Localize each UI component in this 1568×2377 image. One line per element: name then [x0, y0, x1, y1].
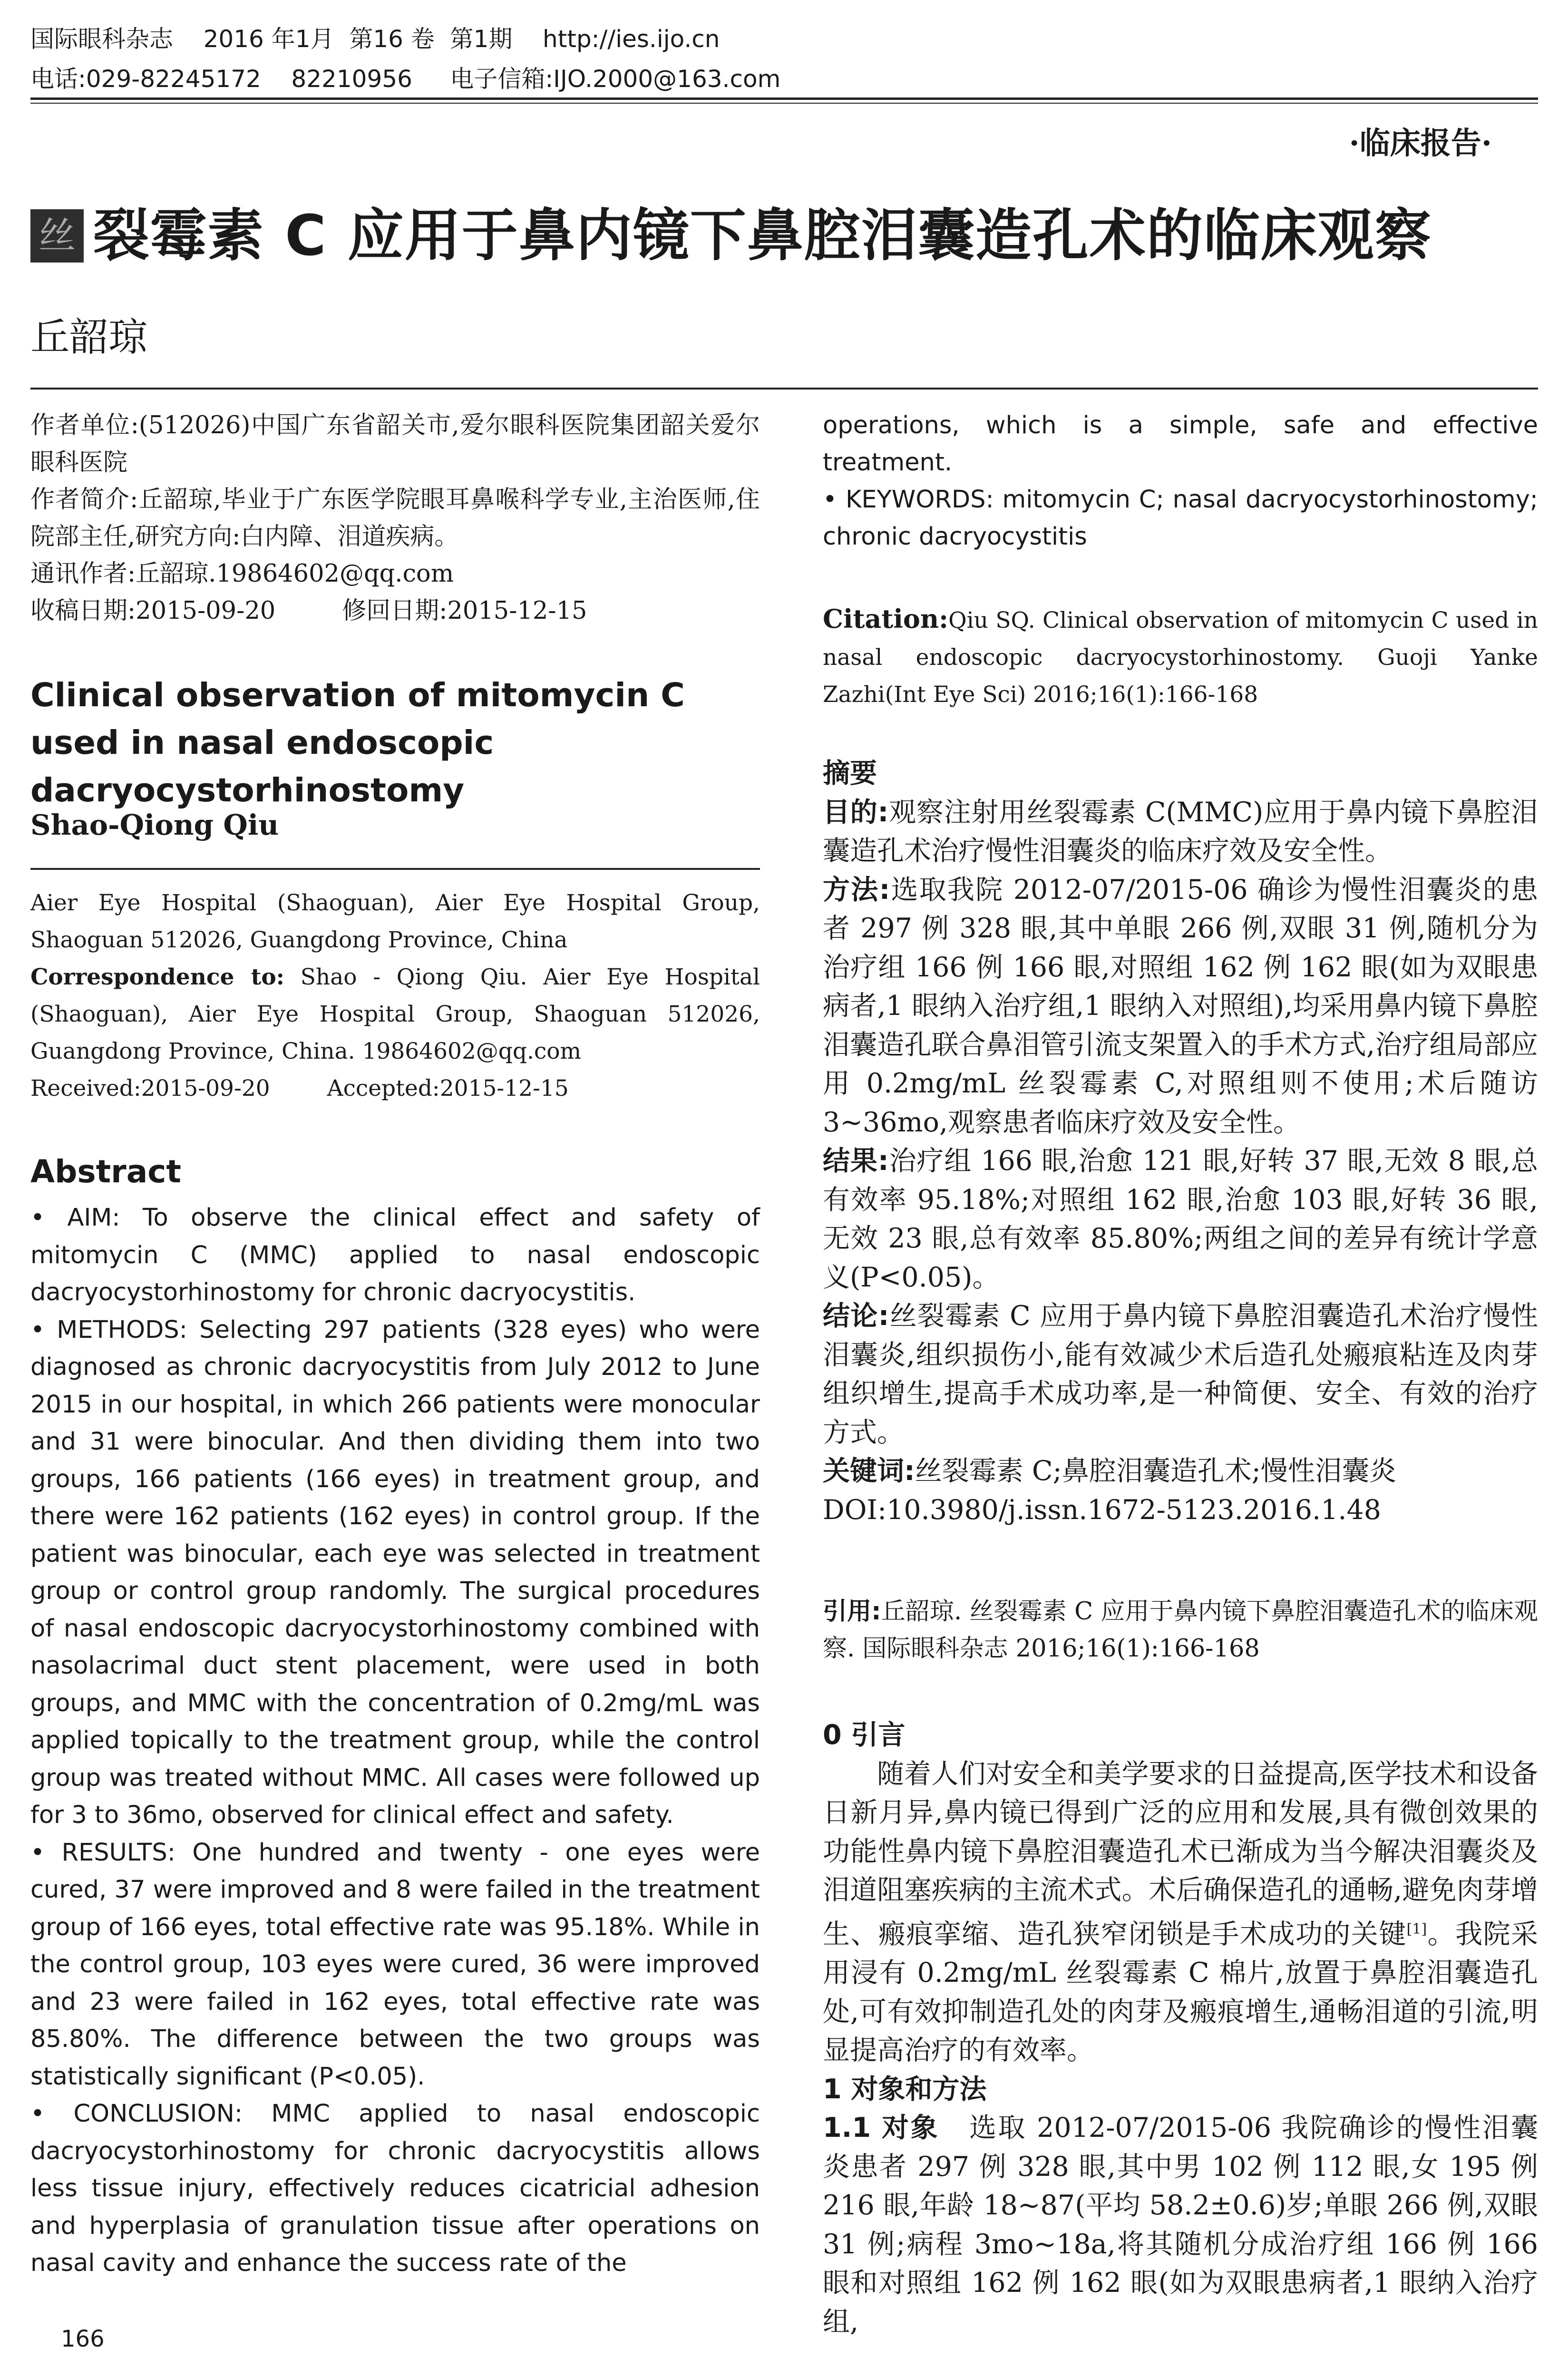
page-number: 166 — [61, 2326, 105, 2352]
journal-name: 国际眼科杂志 — [30, 25, 173, 53]
journal-header-line2 — [30, 65, 780, 93]
chinese-citation — [823, 1593, 1538, 1667]
zh-methods — [823, 871, 1538, 1142]
phone2: 82210956 — [291, 65, 412, 93]
affiliation-block — [30, 885, 760, 1107]
abstract-body — [30, 1199, 760, 2282]
zh-conclusion-label: 结论: — [823, 1300, 889, 1332]
zh-keywords-label: 关键词: — [823, 1455, 915, 1487]
abstract-conclusion-cont: operations, which is a simple, safe and effective treatment. — [823, 411, 1538, 477]
intro-text-a: 随着人们对安全和美学要求的日益提高,医学技术和设备日新月异,鼻内镜已得到广泛的应用和发展,具有微创效果的功能性鼻内镜下鼻腔泪囊造孔术已渐成为当今解决泪囊炎及泪道阻塞疾病的主流术式。术后确保造孔的通畅,避免肉芽增生、瘢痕挛缩、造孔狭窄闭锁是手术成功的关键 — [823, 1758, 1538, 1950]
abstract-methods: • METHODS: Selecting 297 patients (328 eyes) who were diagnosed as chronic dacryocystitis from July 2012 to June 2015 in our hospital, in which 266 patients were monocular and 31 were binocular. And then dividing them into two groups, 166 patients (166 eyes) in treatment group, and there were 162 patients (162 eyes) in control group. If the patient was binocular, each eye was selected in treatment group or control group randomly. The surgical procedures of nasal endoscopic dacryocystorhinostomy combined with nasolacrimal duct stent placement, were used in both groups, and MMC with the concentration of 0.2mg/mL was applied topically to the treatment group, while the control group was treated without MMC. All cases were followed up for 3 to 36mo, observed for clinical effect and safety. — [30, 1315, 760, 1829]
methods-heading: 1 对象和方法 — [823, 2073, 987, 2105]
zh-conclusion-text: 丝裂霉素 C 应用于鼻内镜下鼻腔泪囊造孔术治疗慢性泪囊炎,组织损伤小,能有效减少术后造孔处瘢痕粘连及肉芽组织增生,提高手术成功率,是一种简便、安全、有效的治疗方式。 — [823, 1300, 1538, 1448]
zh-methods-label: 方法: — [823, 874, 890, 906]
abstract-aim: • AIM: To observe the clinical effect and safety of mitomycin C (MMC) applied to nasal endoscopic dacryocystorhinostomy for chronic dacryocystitis. — [30, 1204, 760, 1306]
citation-label: Citation: — [823, 604, 949, 634]
article-title: 裂霉素 C 应用于鼻内镜下鼻腔泪囊造孔术的临床观察 — [93, 203, 1432, 268]
title-first-char: 丝 — [30, 209, 84, 263]
zh-results-text: 治疗组 166 眼,治愈 121 眼,好转 37 眼,无效 8 眼,总有效率 95.18%;对照组 162 眼,治愈 103 眼,好转 36 眼,无效 23 眼,总有效率 85.80%;两组之间的差异有统计学意义(P<0.05)。 — [823, 1145, 1538, 1293]
citation — [823, 600, 1538, 713]
citation-text: Qiu SQ. Clinical observation of mitomycin C used in nasal endoscopic dacryocystorhinostomy. Guoji Yanke Zazhi(Int Eye Sci) 2016;16(1):166-168 — [823, 607, 1538, 708]
zh-results — [823, 1142, 1538, 1297]
issue-date: 2016 年1月 — [203, 25, 334, 53]
zh-methods-text: 选取我院 2012-07/2015-06 确诊为慢性泪囊炎的患者 297 例 328 眼,其中单眼 266 例,双眼 31 例,随机分为治疗组 166 例 166 眼,对照组 162 例 162 眼(如为双眼患病者,1 眼纳入治疗组,1 眼纳入对照组),均采用鼻内镜下鼻腔泪囊造孔联合鼻泪管引流支架置入的手术方式,治疗组局部应用 0.2mg/mL 丝裂霉素 C,对照组则不使用;术后随访 3~36mo,观察患者临床疗效及安全性。 — [823, 874, 1538, 1138]
section-tag: ·临床报告· — [1349, 126, 1492, 161]
revised-date: 修回日期:2015-12-15 — [342, 597, 587, 625]
zh-doi: DOI:10.3980/j.issn.1672-5123.2016.1.48 — [823, 1494, 1382, 1526]
abstract-results: • RESULTS: One hundred and twenty - one eyes were cured, 37 were improved and 8 were failed in the treatment group of 166 eyes, total effective rate was 95.18%. While in the control group, 103 eyes were cured, 36 were improved and 23 were failed in 162 eyes, total effective rate was 85.80%. The difference between the two groups was statistically significant (P<0.05). — [30, 1838, 760, 2091]
english-affiliation: Aier Eye Hospital (Shaoguan), Aier Eye Hospital Group, Shaoguan 512026, Guangdong Province, China — [30, 890, 760, 953]
email: 电子信箱:IJO.2000@163.com — [450, 65, 781, 93]
dates — [30, 593, 760, 630]
intro-heading: 0 引言 — [823, 1719, 906, 1751]
accepted-en: Accepted:2015-12-15 — [327, 1075, 569, 1101]
body-text — [823, 1716, 1538, 2341]
corresponding-author: 通讯作者:丘韶琼.19864602@qq.com — [30, 560, 454, 588]
journal-header-line1 — [30, 25, 720, 53]
abstract-continued — [823, 407, 1538, 555]
author-rule — [30, 868, 760, 870]
zh-aim — [823, 793, 1538, 871]
title-rule — [30, 388, 1538, 390]
zh-keywords — [823, 1452, 1538, 1491]
abstract-keywords: • KEYWORDS: mitomycin C; nasal dacryocystorhinostomy; chronic dacryocystitis — [823, 486, 1538, 551]
received-en: Received:2015-09-20 — [30, 1075, 270, 1101]
zh-abstract-heading: 摘要 — [823, 758, 877, 789]
author-bio: 作者简介:丘韶琼,毕业于广东医学院眼耳鼻喉科学专业,主治医师,住院部主任,研究方向:白内障、泪道疾病。 — [30, 486, 760, 551]
zh-conclusion — [823, 1297, 1538, 1452]
header-rule — [30, 97, 1538, 100]
cite-cn — [823, 1593, 1538, 1667]
correspondence-label: Correspondence to: — [30, 964, 285, 990]
english-title: Clinical observation of mitomycin C used in nasal endoscopic dacryocystorhinostomy — [30, 676, 685, 809]
cite-cn-text: 丘韶琼. 丝裂霉素 C 应用于鼻内镜下鼻腔泪囊造孔术的临床观察. 国际眼科杂志 2016;16(1):166-168 — [823, 1598, 1538, 1663]
author-info — [30, 407, 760, 630]
chinese-abstract — [823, 754, 1538, 1529]
zh-aim-label: 目的: — [823, 796, 889, 828]
zh-keywords-text: 丝裂霉素 C;鼻腔泪囊造孔术;慢性泪囊炎 — [915, 1455, 1396, 1487]
abstract-conclusion: • CONCLUSION: MMC applied to nasal endoscopic dacryocystorhinostomy for chronic dacryocystitis allows less tissue injury, effectively reduces cicatricial adhesion and hyperplasia of granulation tissue after operations on nasal cavity and enhance the success rate of the — [30, 2100, 760, 2277]
reference-1[interactable]: [1] — [1406, 1920, 1427, 1938]
subsection-label: 1.1 对象 — [823, 2112, 939, 2143]
correspondence-text: Shao - Qiong Qiu. Aier Eye Hospital (Shaoguan), Aier Eye Hospital Group, Shaoguan 512026, Guangdong Province, China. 19864602@qq.com — [30, 964, 760, 1064]
volume: 第16 卷 — [349, 25, 435, 53]
citation-block — [823, 600, 1538, 713]
intro-text-b: 。我院采用浸有 0.2mg/mL 丝裂霉素 C 棉片,放置于鼻腔泪囊造孔处,可有效抑制造孔处的肉芽及瘢痕增生,通畅泪道的引流,明显提高治疗的有效率。 — [823, 1918, 1539, 2066]
methods-text: 选取 2012-07/2015-06 我院确诊的慢性泪囊炎患者 297 例 328 眼,其中男 102 例 112 眼,女 195 例 216 眼,年龄 18~87(平均 58.2±0.6)岁;单眼 266 例,双眼 31 例;病程 3mo~18a,将其随机分成治疗组 166 例 166 眼和对照组 162 例 162 眼(如为双眼患病者,1 眼纳入治疗组, — [823, 2112, 1538, 2338]
english-dates — [30, 1070, 760, 1107]
zh-results-label: 结果: — [823, 1145, 889, 1177]
english-title-block — [30, 672, 760, 814]
methods-paragraph — [823, 2109, 1538, 2341]
correspondence — [30, 959, 760, 1070]
abstract-heading: Abstract — [30, 1153, 181, 1190]
phone: 电话:029-82245172 — [30, 65, 261, 93]
cite-cn-label: 引用: — [823, 1598, 881, 1626]
english-author: Shao-Qiong Qiu — [30, 809, 279, 841]
received-date: 收稿日期:2015-09-20 — [30, 597, 276, 625]
issue: 第1期 — [449, 25, 513, 53]
intro-paragraph — [823, 1755, 1538, 2070]
zh-aim-text: 观察注射用丝裂霉素 C(MMC)应用于鼻内镜下鼻腔泪囊造孔术治疗慢性泪囊炎的临床疗效及安全性。 — [823, 796, 1539, 867]
journal-url: http://ies.ijo.cn — [543, 25, 720, 53]
header-rule-thin — [30, 103, 1538, 104]
author-cn: 丘韶琼 — [30, 315, 148, 360]
author-unit: 作者单位:(512026)中国广东省韶关市,爱尔眼科医院集团韶关爱尔眼科医院 — [30, 411, 760, 477]
